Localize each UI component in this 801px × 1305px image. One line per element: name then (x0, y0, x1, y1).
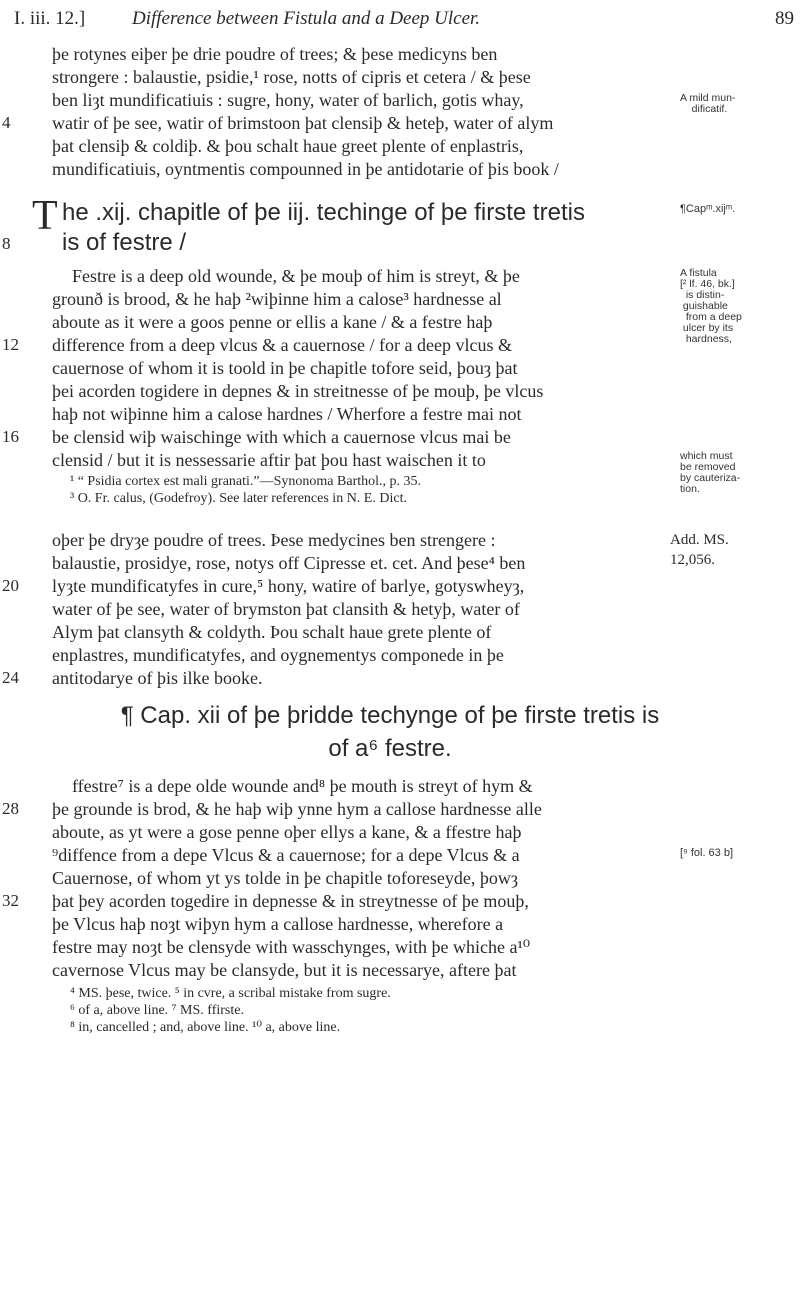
text-line: aboute as it were a goos penne or ellis a kane / & a festre haþ (52, 312, 493, 332)
text-line: þe Vlcus haþ noȝt wiþyn hym a callose hardnesse, wherefore a (52, 914, 504, 934)
chapter-heading-2-cont: of a⁶ festre. (328, 735, 452, 762)
text-line: antitodarye of þis ilke booke. (52, 668, 263, 688)
margin-note: [⁹ fol. 63 b] (680, 847, 734, 859)
text-line: þe grounde is brod, & he haþ wiþ ynne hym a callose hardnesse alle (52, 799, 542, 819)
text-line: þei acorden togidere in depnes & in streitnesse of þe mouþ, þe vlcus (52, 381, 544, 401)
text-line: Festre is a deep old wounde, & þe mouþ of him is streyt, & þe (72, 266, 520, 286)
text-line: ben liȝt mundificatiuis : sugre, hony, water of barlich, gotis whay, (52, 90, 524, 110)
text-line: oþer þe dryȝe poudre of trees. Þese medycines ben strengere : (52, 530, 496, 550)
text-line: ffestre⁷ is a depe olde wounde and⁸ þe mouth is streyt of hym & (72, 776, 533, 796)
footnote: ³ O. Fr. calus, (Godefroy). See later references in N. E. Dict. (70, 491, 407, 506)
text-line: þe rotynes eiþer þe drie poudre of trees; & þese medicyns ben (52, 44, 498, 64)
chapter-heading-1 (14, 195, 714, 255)
text-line: cauernose of whom it is toold in þe chapitle tofore seid, þouȝ þat (52, 358, 518, 378)
chapter-heading-2: ¶ Cap. xii of þe þridde techynge of þe firste tretis is (120, 702, 660, 729)
line-number: 32 (2, 891, 19, 910)
text-line: lyȝte mundificatyfes in cure,⁵ hony, watire of barlye, gotyswheyȝ, (52, 576, 525, 596)
text-line: cavernose Vlcus may be clansyde, but it is necessarye, aftere þat (52, 960, 517, 980)
text-line: Alym þat clansyth & coldyth. Þou schalt haue grete plente of (52, 622, 492, 642)
text-line: enplastres, mundificatyfes, and oygnementys componede in þe (52, 645, 504, 665)
text-line: be clensid wiþ waischinge with which a cauernose vlcus mai be (52, 427, 511, 447)
margin-note: ¶Capᵐ.xijᵐ. (680, 203, 736, 215)
line-number: 20 (2, 576, 19, 595)
header-section-ref: I. iii. 12.] (14, 8, 86, 29)
text-line: Cauernose, of whom yt ys tolde in þe chapitle toforeseyde, þowȝ (52, 868, 518, 888)
page-number: 89 (775, 8, 794, 29)
margin-note: A mild mun- dificatif. (680, 92, 736, 115)
line-number: 16 (2, 427, 19, 446)
text-line: þat clensiþ & coldiþ. & þou schalt haue greet plente of enplastris, (52, 136, 524, 156)
text-line: þat þey acorden togedire in depnesse & in streytnesse of þe mouþ, (52, 891, 529, 911)
text-line: watir of þe see, watir of brimstoon þat clensiþ & heteþ, water of alym (52, 113, 554, 133)
chapter-heading-line: he .xij. chapitle of þe iij. techinge of þe firste tretis (62, 199, 585, 226)
line-number: 24 (2, 668, 19, 687)
text-line: grounð is brood, & he haþ ²wiþinne him a calose³ hardnesse al (52, 289, 502, 309)
text-line: mundificatiuis, oyntmentis compounned in þe antidotarie of þis book / (52, 159, 559, 179)
text-line: aboute, as yt were a gose penne oþer ellys a kane, & a ffestre haþ (52, 822, 522, 842)
line-number: 8 (2, 234, 11, 253)
footnote: ⁸ in, cancelled ; and, above line. ¹⁰ a, above line. (70, 1020, 341, 1035)
text-line: strongere : balaustie, psidie,¹ rose, notts of cipris et cetera / & þese (52, 67, 531, 87)
line-number: 4 (2, 113, 11, 132)
header-title: Difference between Fistula and a Deep Ulcer. (132, 8, 481, 29)
margin-note: which must be removed by cauteriza- tion. (680, 450, 741, 495)
text-line: haþ not wiþinne him a calose hardnes / Wherfore a festre mai not (52, 404, 522, 424)
drop-capital: T (32, 193, 58, 239)
line-number: 28 (2, 799, 19, 818)
text-line: difference from a deep vlcus & a cauernose / for a deep vlcus & (52, 335, 512, 355)
line-number: 12 (2, 335, 19, 354)
footnote: ⁴ MS. þese, twice. ⁵ in cvre, a scribal mistake from sugre. (70, 986, 391, 1001)
text-line: balaustie, prosidye, rose, notys off Cipresse et. cet. And þese⁴ ben (52, 553, 526, 573)
text-line: ⁹diffence from a depe Vlcus & a cauernose; for a depe Vlcus & a (52, 845, 520, 865)
footnote: ¹ “ Psidia cortex est mali granati.”—Synonoma Barthol., p. 35. (70, 474, 422, 489)
running-header (14, 8, 794, 34)
footnote: ⁶ of a, above line. ⁷ MS. ffirste. (70, 1003, 244, 1018)
margin-note: A fistula [² lf. 46, bk.] is distin- guishable from a deep ulcer by its hardness, (680, 267, 742, 345)
text-line: clensid / but it is nessessarie aftir þat þou hast waischen it to (52, 450, 486, 470)
chapter-heading-line: is of festre / (62, 229, 187, 256)
source-note: Add. MS. 12,056. (670, 532, 729, 568)
text-line: water of þe see, water of brymston þat clansith & hetyþ, water of (52, 599, 520, 619)
text-line: festre may noȝt be clensyde with wasschynges, with þe whiche a¹⁰ (52, 937, 531, 957)
